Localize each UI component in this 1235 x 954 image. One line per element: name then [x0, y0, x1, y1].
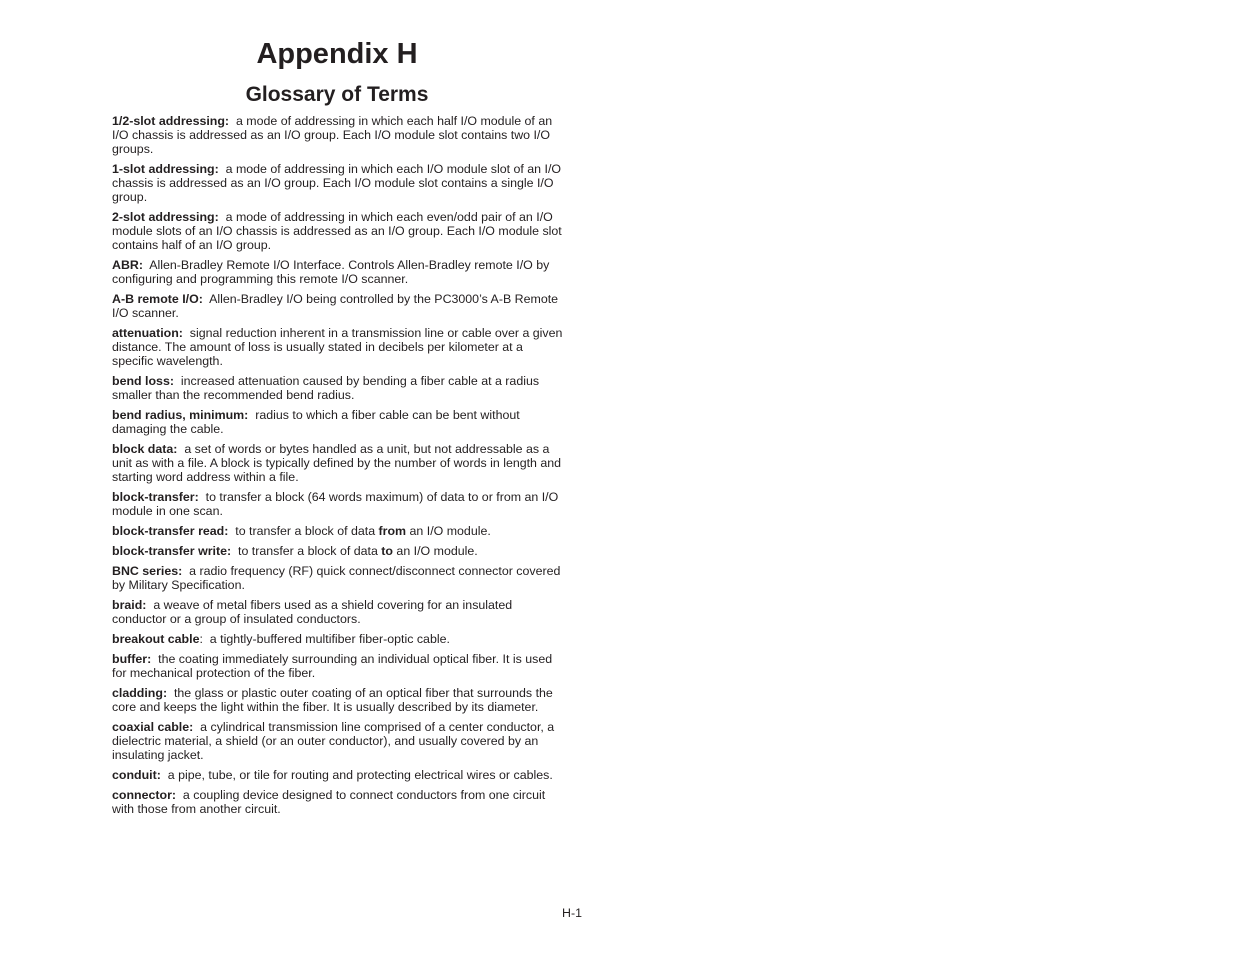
glossary-definition: a mode of addressing in which each I/O module slot of an I/O chassis is addressed as an I/O group. Each I/O module slot contains a single I/O group.	[112, 162, 562, 204]
glossary-entry	[112, 162, 564, 204]
glossary-entry	[112, 490, 564, 518]
glossary-definition: a weave of metal fibers used as a shield covering for an insulated conductor or a group of insulated conductors.	[112, 598, 513, 626]
glossary-entry	[112, 524, 564, 538]
glossary-term: block-transfer:	[112, 490, 199, 504]
glossary-definition: increased attenuation caused by bending a fiber cable at a radius smaller than the recommended bend radius.	[112, 374, 540, 402]
glossary-term: braid:	[112, 598, 147, 612]
glossary-definition: to transfer a block (64 words maximum) of data to or from an I/O module in one scan.	[112, 490, 559, 518]
glossary-entry	[112, 292, 564, 320]
glossary-definition: the glass or plastic outer coating of an optical fiber that surrounds the core and keeps the light within the fiber. It is usually described by its diameter.	[112, 686, 553, 714]
glossary-definition: a tightly-buffered multifiber fiber-optic cable.	[209, 632, 450, 646]
page-number: H-1	[562, 906, 582, 920]
glossary-definition: Allen-Bradley Remote I/O Interface. Controls Allen-Bradley remote I/O by configuring and programming this remote I/O scanner.	[112, 258, 550, 286]
glossary-entry	[112, 686, 564, 714]
glossary-entry	[112, 788, 564, 816]
glossary-entry	[112, 210, 564, 252]
glossary-term: 1-slot addressing:	[112, 162, 219, 176]
page-title: Appendix H	[256, 38, 418, 70]
glossary-definition: a set of words or bytes handled as a unit, but not addressable as a unit as with a file. A block is typically defined by the number of words in length and starting word address within a file.	[112, 442, 562, 484]
glossary-definition: to transfer a block of data to an I/O module.	[238, 544, 478, 558]
glossary-list	[112, 114, 564, 822]
glossary-entry	[112, 258, 564, 286]
glossary-definition: the coating immediately surrounding an individual optical fiber. It is used for mechanical protection of the fiber.	[112, 652, 553, 680]
glossary-term: breakout cable	[112, 632, 200, 646]
glossary-definition: a radio frequency (RF) quick connect/disconnect connector covered by Military Specification.	[112, 564, 561, 592]
page-subtitle: Glossary of Terms	[245, 83, 429, 106]
glossary-term: block-transfer read:	[112, 524, 229, 538]
glossary-term: bend loss:	[112, 374, 174, 388]
glossary-term: 2-slot addressing:	[112, 210, 219, 224]
glossary-term: block data:	[112, 442, 178, 456]
glossary-term: attenuation:	[112, 326, 183, 340]
glossary-term: A-B remote I/O:	[112, 292, 203, 306]
glossary-entry	[112, 598, 564, 626]
glossary-entry: breakout cable: a tightly-buffered multifiber fiber-optic cable.	[112, 632, 450, 646]
glossary-entry	[112, 374, 564, 402]
glossary-term: cladding:	[112, 686, 168, 700]
glossary-definition: a cylindrical transmission line comprised of a center conductor, a dielectric material, a shield (or an outer conductor), and usually covered by an insulating jacket.	[112, 720, 555, 762]
glossary-term: BNC series:	[112, 564, 183, 578]
glossary-definition: Allen-Bradley I/O being controlled by the PC3000’s A-B Remote I/O scanner.	[112, 292, 559, 320]
emphasis: to	[381, 544, 393, 558]
glossary-entry	[112, 408, 564, 436]
glossary-term: connector:	[112, 788, 177, 802]
glossary-term: 1/2-slot addressing:	[112, 114, 230, 128]
glossary-term: bend radius, minimum:	[112, 408, 249, 422]
glossary-definition: signal reduction inherent in a transmission line or cable over a given distance. The amount of loss is usually stated in decibels per kilometer at a specific wavelength.	[112, 326, 563, 368]
glossary-entry	[112, 720, 564, 762]
glossary-term: coaxial cable:	[112, 720, 194, 734]
glossary-definition: a coupling device designed to connect conductors from one circuit with those from another circuit.	[112, 788, 546, 816]
glossary-entry	[112, 114, 564, 156]
glossary-term: block-transfer write:	[112, 544, 232, 558]
glossary-entry	[112, 326, 564, 368]
glossary-definition: radius to which a fiber cable can be bent without damaging the cable.	[112, 408, 520, 436]
glossary-entry	[112, 442, 564, 484]
glossary-definition: a mode of addressing in which each half I/O module of an I/O chassis is addressed as an I/O group. Each I/O module slot contains two I/O groups.	[112, 114, 553, 156]
glossary-definition: a pipe, tube, or tile for routing and protecting electrical wires or cables.	[167, 768, 553, 782]
glossary-entry	[112, 652, 564, 680]
glossary-term: ABR:	[112, 258, 143, 272]
emphasis: from	[378, 524, 407, 538]
glossary-definition: a mode of addressing in which each even/odd pair of an I/O module slots of an I/O chassis is addressed as an I/O group. Each I/O module slot contains half of an I/O group.	[112, 210, 562, 252]
glossary-definition: to transfer a block of data from an I/O module.	[235, 524, 491, 538]
glossary-term: buffer:	[112, 652, 152, 666]
glossary-entry	[112, 564, 564, 592]
glossary-entry	[112, 544, 564, 558]
glossary-term: conduit:	[112, 768, 161, 782]
glossary-entry	[112, 768, 564, 782]
